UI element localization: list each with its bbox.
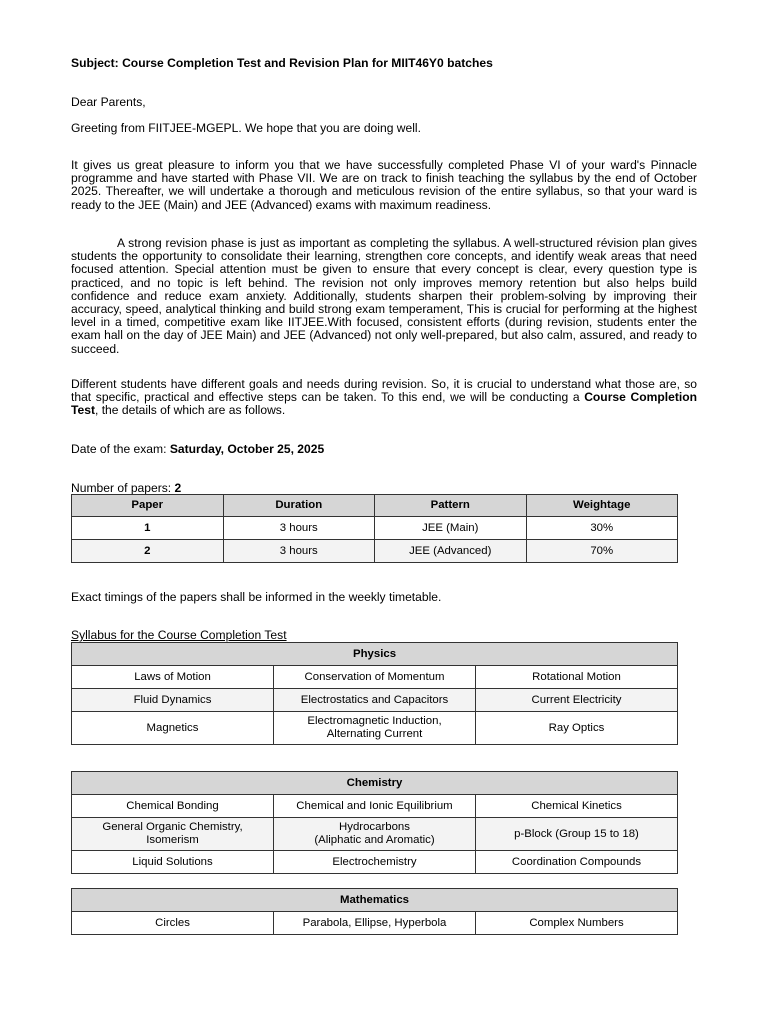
header-duration: Duration — [223, 495, 375, 517]
paragraph-revision-importance: A strong revision phase is just as important as completing the syllabus. A well-structured révision plan gives students the opportunity to consolidate their learning, strengthen core concepts, and identify weak areas that need focused attention. Special attention must be given to ensure that every concept is clear, every question type is practiced, and no topic is left behind. The revision not only improves memory retention but also helps build confidence and reduce exam anxiety. Additionally, students sharpen their problem-solving by improving their accuracy, speed, analytical thinking and build strong exam temperament, This is crucial for performing at the highest level in a timed, competitive exam like IITJEE.With focused, consistent efforts (during revision, students enter the exam hall on the day of JEE Main) and JEE (Advanced) not only well-prepared, but also calm, assured, and ready to succeed. — [71, 236, 697, 356]
topic-cell: Ray Optics — [476, 712, 678, 745]
mathematics-title: Mathematics — [72, 889, 678, 912]
physics-syllabus-table — [71, 642, 678, 745]
topic-cell: Current Electricity — [476, 689, 678, 712]
topic-cell: Rotational Motion — [476, 666, 678, 689]
topic-cell: Circles — [72, 912, 274, 935]
topic-cell: Chemical Bonding — [72, 795, 274, 818]
timings-note: Exact timings of the papers shall be informed in the weekly timetable. — [71, 590, 442, 604]
papers-count-value: 2 — [174, 481, 182, 495]
table-row — [72, 712, 678, 745]
chemistry-syllabus-table — [71, 771, 678, 874]
topic-cell: Chemical and Ionic Equilibrium — [274, 795, 476, 818]
topic-cell: General Organic Chemistry, Isomerism — [72, 818, 274, 851]
topic-cell: Fluid Dynamics — [72, 689, 274, 712]
topic-cell: Laws of Motion — [72, 666, 274, 689]
exam-date-label: Date of the exam: — [71, 442, 170, 456]
paper-pattern: JEE (Main) — [375, 517, 527, 540]
table-row — [72, 666, 678, 689]
topic-cell: Magnetics — [72, 712, 274, 745]
header-paper: Paper — [72, 495, 224, 517]
physics-title: Physics — [72, 643, 678, 666]
paper-number: 2 — [72, 540, 224, 563]
course-completion-test-label: Course Completion Test — [71, 390, 697, 418]
topic-cell: Electrochemistry — [274, 851, 476, 874]
paragraph-intro: It gives us great pleasure to inform you that we have successfully completed Phase VI of your ward's Pinnacle programme and have started with Phase VII. We are on track to finish teaching the syllabus by the end of October 2025. Thereafter, we will undertake a thorough and meticulous revision of the entire syllabus, so that your ward is ready to the JEE (Main) and JEE (Advanced) exams with maximum readiness. — [71, 158, 697, 212]
exam-date — [71, 442, 324, 456]
papers-table-header — [72, 495, 678, 517]
subject-line: Subject: Course Completion Test and Revision Plan for MIIT46Y0 batches — [71, 56, 493, 70]
paper-pattern: JEE (Advanced) — [375, 540, 527, 563]
paragraph-goals-text: Different students have different goals and needs during revision. So, it is crucial to understand what those are, so that specific, practical and effective steps can be taken. To this end, we will be conducting a — [71, 377, 697, 405]
header-pattern: Pattern — [375, 495, 527, 517]
table-row — [72, 851, 678, 874]
paper-duration: 3 hours — [223, 540, 375, 563]
salutation: Dear Parents, — [71, 95, 146, 109]
greeting-line: Greeting from FIITJEE-MGEPL. We hope that you are doing well. — [71, 121, 421, 135]
paper-weightage: 70% — [526, 540, 678, 563]
chemistry-title: Chemistry — [72, 772, 678, 795]
table-row — [72, 689, 678, 712]
table-row — [72, 517, 678, 540]
paragraph-goals — [71, 378, 697, 418]
paper-number: 1 — [72, 517, 224, 540]
syllabus-heading: Syllabus for the Course Completion Test — [71, 628, 287, 642]
table-row — [72, 912, 678, 935]
topic-cell: p-Block (Group 15 to 18) — [476, 818, 678, 851]
papers-count-label: Number of papers: — [71, 481, 175, 495]
topic-cell: Electrostatics and Capacitors — [274, 689, 476, 712]
exam-date-value: Saturday, October 25, 2025 — [169, 442, 325, 456]
topic-cell: Coordination Compounds — [476, 851, 678, 874]
paper-weightage: 30% — [526, 517, 678, 540]
mathematics-syllabus-table — [71, 888, 678, 935]
header-weightage: Weightage — [526, 495, 678, 517]
papers-count — [71, 481, 181, 495]
topic-cell: Chemical Kinetics — [476, 795, 678, 818]
topic-cell: Complex Numbers — [476, 912, 678, 935]
paragraph-goals-end: , the details of which are as follows. — [94, 403, 286, 418]
topic-cell: Electromagnetic Induction, Alternating Current — [274, 712, 476, 745]
table-row — [72, 795, 678, 818]
papers-table — [71, 494, 678, 563]
topic-cell: Conservation of Momentum — [274, 666, 476, 689]
topic-cell: Parabola, Ellipse, Hyperbola — [274, 912, 476, 935]
topic-cell: Hydrocarbons (Aliphatic and Aromatic) — [274, 818, 476, 851]
paper-duration: 3 hours — [223, 517, 375, 540]
table-row — [72, 818, 678, 851]
topic-cell: Liquid Solutions — [72, 851, 274, 874]
table-row — [72, 540, 678, 563]
